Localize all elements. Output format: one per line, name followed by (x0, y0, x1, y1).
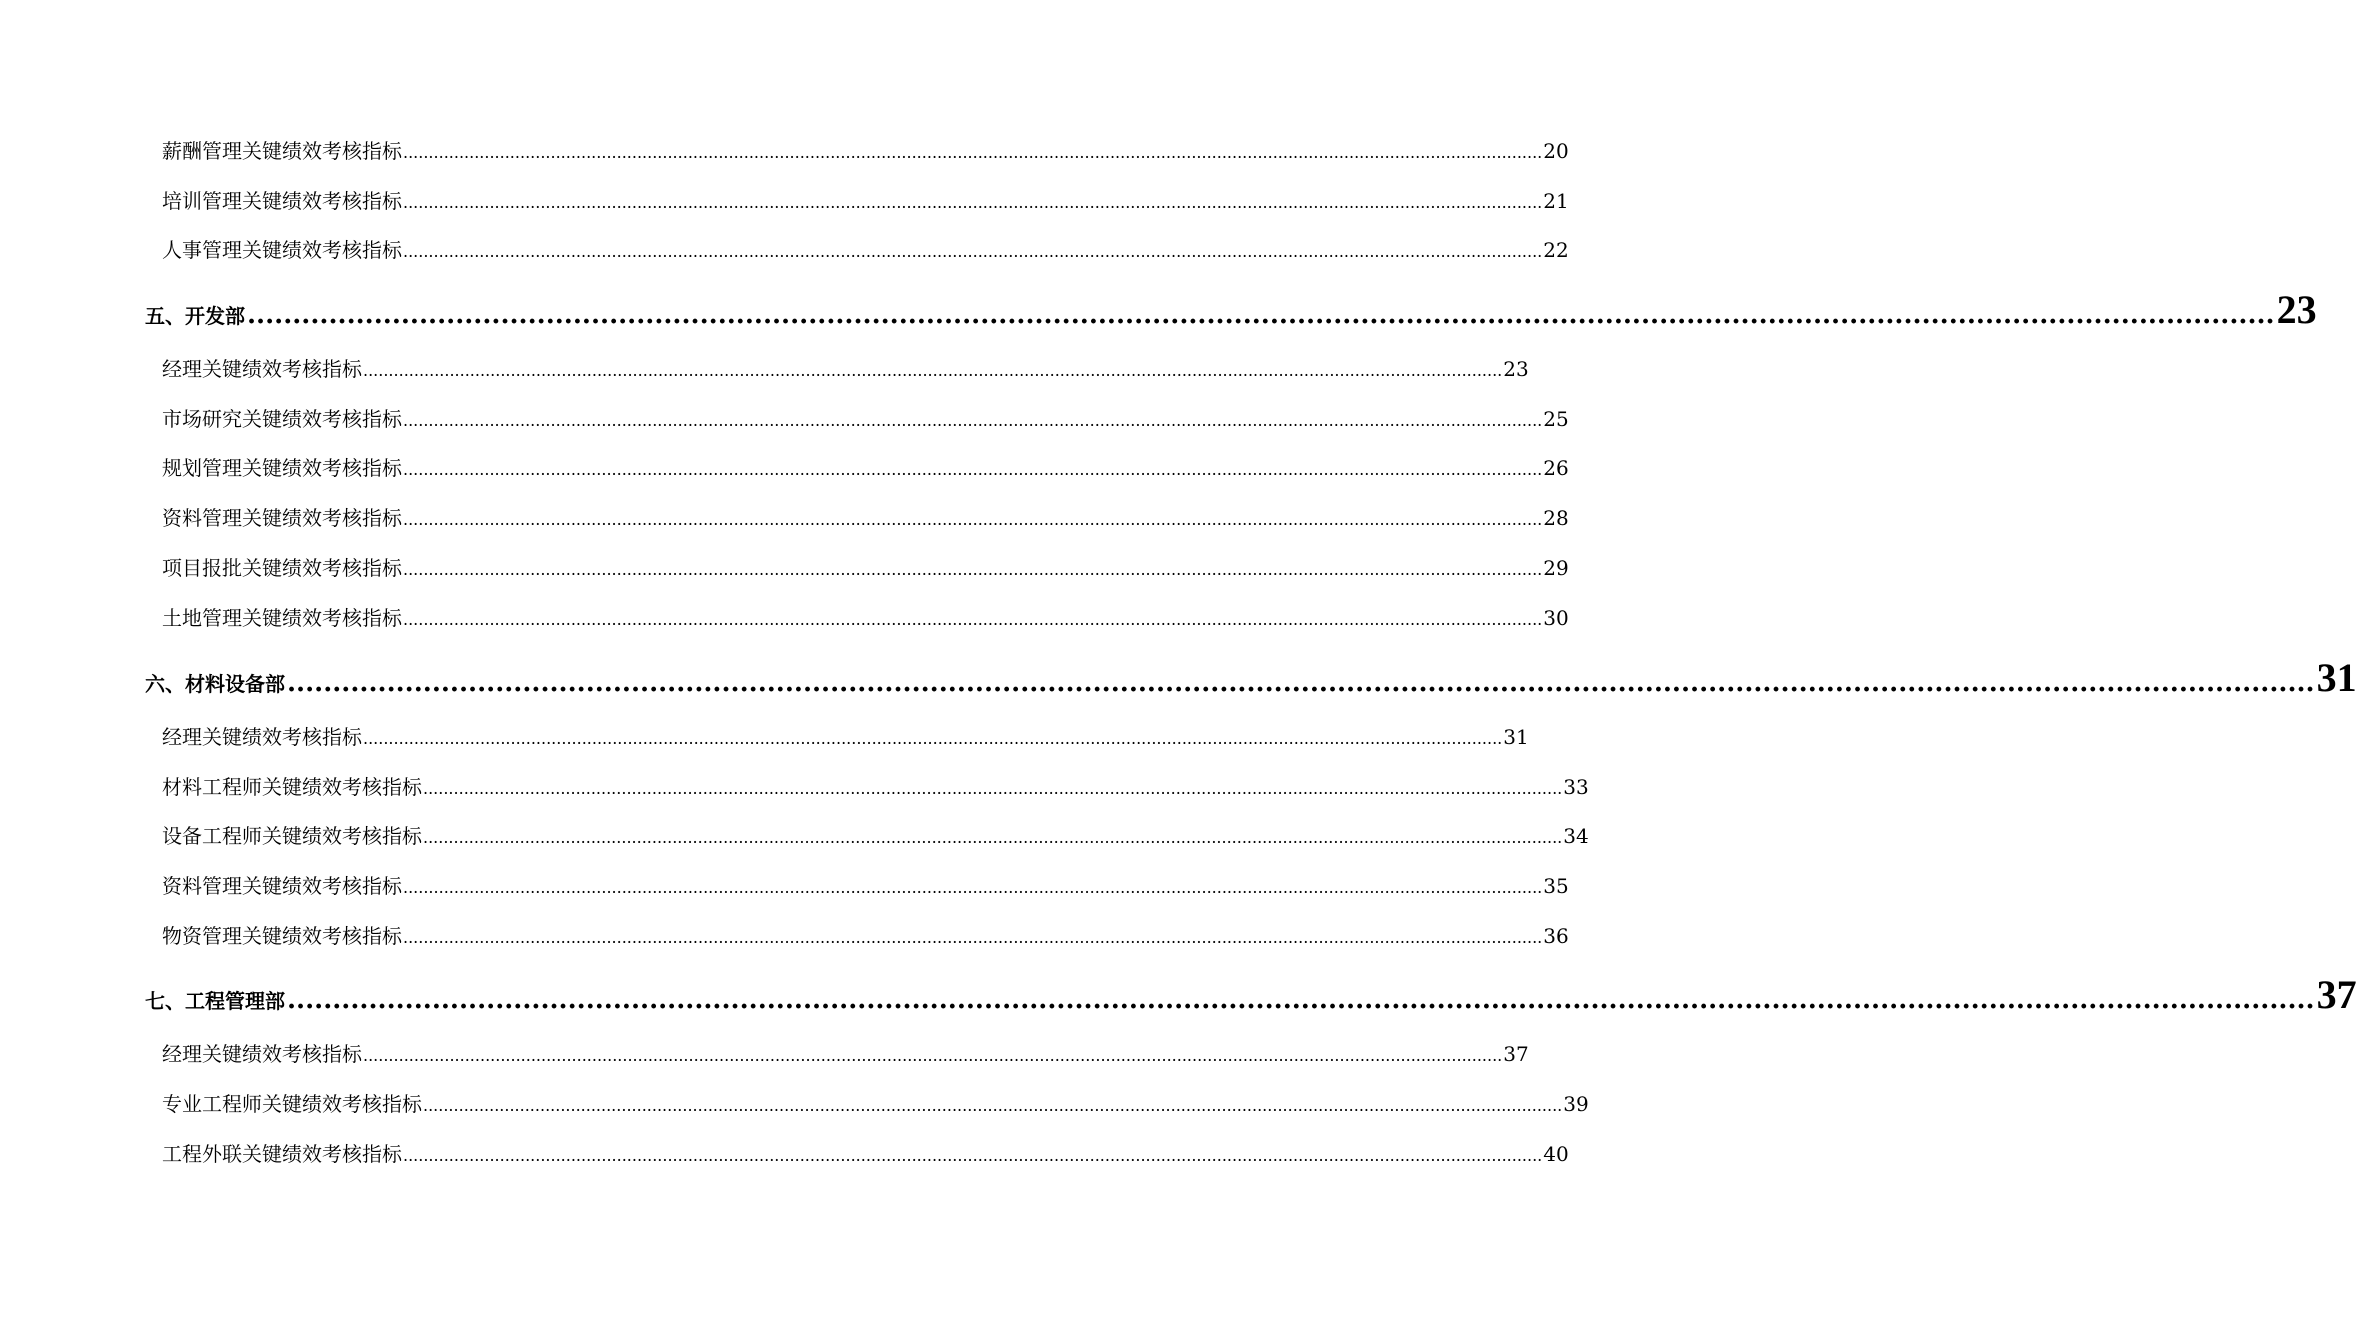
toc-entry-mat-manager[interactable] (162, 722, 1529, 752)
toc-entry-label: 市场研究关键绩效考核指标 (162, 407, 402, 431)
toc-entry-label: 经理关键绩效考核指标 (162, 725, 362, 749)
toc-dot-leader: ................................................................................................................................................................................................................................ (403, 878, 1543, 897)
toc-entry-label: 规划管理关键绩效考核指标 (162, 456, 402, 480)
toc-entry-page: 22 (1543, 238, 1569, 262)
toc-entry-supplies[interactable] (162, 921, 1569, 951)
toc-dot-leader: ................................................................................................................................................................................................................................ (403, 242, 1543, 261)
toc-entry-label: 经理关键绩效考核指标 (162, 1042, 362, 1066)
toc-dot-leader: ................................................................................................................................................................................................................................ (423, 1096, 1563, 1115)
toc-entry-label: 项目报批关键绩效考核指标 (162, 556, 402, 580)
toc-entry-planning[interactable] (162, 453, 1569, 483)
toc-dot-leader: ................................................................................................................................................................................................................................ (287, 985, 2315, 1015)
toc-dot-leader: ................................................................................................................................................................................................................................ (287, 668, 2315, 698)
toc-dot-leader: ................................................................................................................................................................................................................................ (403, 1146, 1543, 1165)
toc-section-label: 五、开发部 (145, 304, 245, 328)
toc-entry-specialist-engineer[interactable] (162, 1089, 1589, 1119)
toc-section-materials[interactable] (145, 654, 2357, 702)
toc-entry-equipment-engineer[interactable] (162, 821, 1589, 851)
toc-entry-label: 材料工程师关键绩效考核指标 (162, 775, 422, 799)
toc-entry-page: 35 (1543, 874, 1569, 898)
toc-entry-land[interactable] (162, 603, 1569, 633)
toc-dot-leader: ................................................................................................................................................................................................................................ (247, 300, 2275, 330)
toc-entry-label: 资料管理关键绩效考核指标 (162, 506, 402, 530)
toc-section-engineering[interactable] (145, 971, 2357, 1019)
toc-entry-label: 专业工程师关键绩效考核指标 (162, 1092, 422, 1116)
toc-entry-personnel[interactable] (162, 235, 1569, 265)
toc-entry-page: 39 (1563, 1092, 1589, 1116)
toc-dot-leader: ................................................................................................................................................................................................................................ (363, 361, 1503, 380)
toc-dot-leader: ................................................................................................................................................................................................................................ (423, 779, 1563, 798)
toc-entry-page: 40 (1543, 1142, 1569, 1166)
toc-entry-market-research[interactable] (162, 404, 1569, 434)
toc-entry-dev-manager[interactable] (162, 354, 1529, 384)
toc-entry-page: 21 (1543, 189, 1569, 213)
toc-entry-compensation[interactable] (162, 136, 1569, 166)
toc-dot-leader: ................................................................................................................................................................................................................................ (403, 610, 1543, 629)
toc-entry-materials-engineer[interactable] (162, 772, 1589, 802)
toc-entry-label: 物资管理关键绩效考核指标 (162, 924, 402, 948)
toc-dot-leader: ................................................................................................................................................................................................................................ (363, 1046, 1503, 1065)
toc-dot-leader: ................................................................................................................................................................................................................................ (423, 828, 1563, 847)
toc-entry-page: 25 (1543, 407, 1569, 431)
toc-dot-leader: ................................................................................................................................................................................................................................ (403, 143, 1543, 162)
toc-entry-label: 薪酬管理关键绩效考核指标 (162, 139, 402, 163)
toc-section-page: 23 (2276, 287, 2317, 332)
toc-section-page: 31 (2316, 655, 2357, 700)
toc-entry-eng-manager[interactable] (162, 1039, 1529, 1069)
toc-entry-label: 资料管理关键绩效考核指标 (162, 874, 402, 898)
toc-entry-label: 土地管理关键绩效考核指标 (162, 606, 402, 630)
toc-entry-page: 34 (1563, 824, 1589, 848)
toc-entry-project-approval[interactable] (162, 553, 1569, 583)
toc-dot-leader: ................................................................................................................................................................................................................................ (403, 411, 1543, 430)
toc-entry-page: 23 (1503, 357, 1529, 381)
toc-dot-leader: ................................................................................................................................................................................................................................ (403, 928, 1543, 947)
toc-section-page: 37 (2316, 972, 2357, 1017)
toc-dot-leader: ................................................................................................................................................................................................................................ (403, 510, 1543, 529)
toc-entry-training[interactable] (162, 186, 1569, 216)
toc-entry-label: 工程外联关键绩效考核指标 (162, 1142, 402, 1166)
toc-entry-page: 37 (1503, 1042, 1529, 1066)
toc-dot-leader: ................................................................................................................................................................................................................................ (403, 460, 1543, 479)
toc-entry-page: 33 (1563, 775, 1589, 799)
toc-section-development[interactable] (145, 286, 2317, 334)
toc-entry-page: 36 (1543, 924, 1569, 948)
toc-entry-external-liaison[interactable] (162, 1139, 1569, 1169)
toc-dot-leader: ................................................................................................................................................................................................................................ (403, 560, 1543, 579)
toc-section-label: 七、工程管理部 (145, 989, 285, 1013)
toc-entry-label: 人事管理关键绩效考核指标 (162, 238, 402, 262)
toc-entry-page: 30 (1543, 606, 1569, 630)
toc-entry-page: 26 (1543, 456, 1569, 480)
toc-section-label: 六、材料设备部 (145, 672, 285, 696)
toc-entry-label: 培训管理关键绩效考核指标 (162, 189, 402, 213)
toc-entry-documents[interactable] (162, 503, 1569, 533)
toc-entry-page: 20 (1543, 139, 1569, 163)
toc-entry-page: 31 (1503, 725, 1529, 749)
toc-entry-page: 28 (1543, 506, 1569, 530)
toc-entry-mat-documents[interactable] (162, 871, 1569, 901)
toc-entry-label: 经理关键绩效考核指标 (162, 357, 362, 381)
toc-dot-leader: ................................................................................................................................................................................................................................ (403, 193, 1543, 212)
toc-entry-page: 29 (1543, 556, 1569, 580)
toc-entry-label: 设备工程师关键绩效考核指标 (162, 824, 422, 848)
toc-dot-leader: ................................................................................................................................................................................................................................ (363, 729, 1503, 748)
